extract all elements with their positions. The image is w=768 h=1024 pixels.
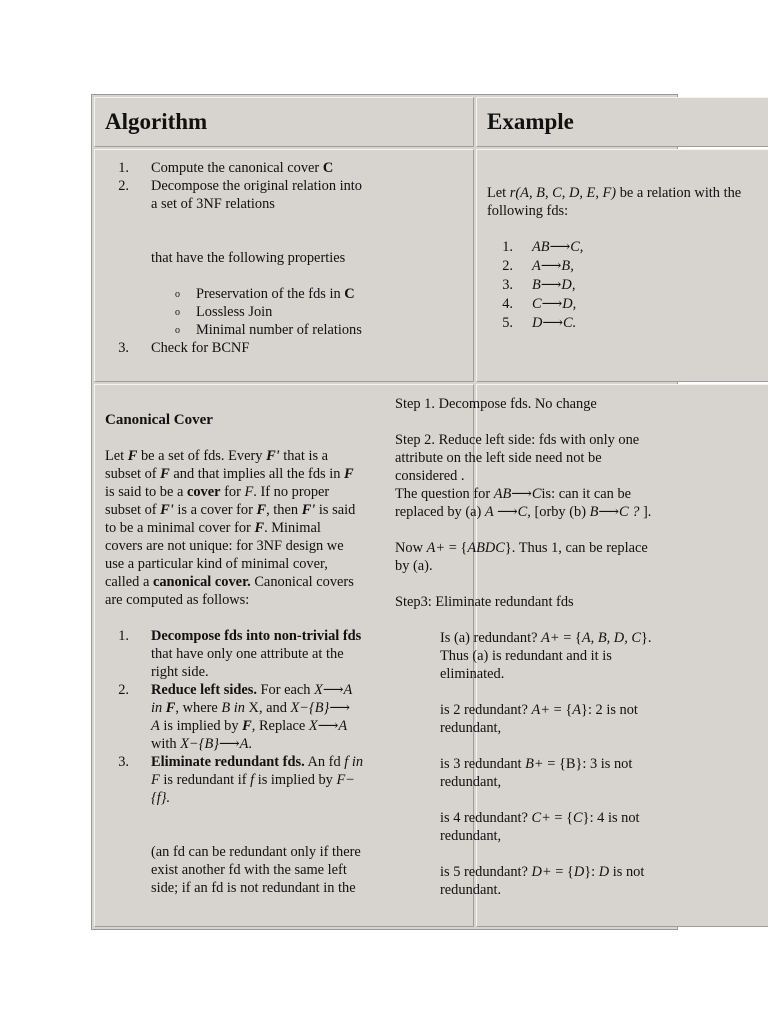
- redundancy-check-cont: eliminated.: [440, 666, 505, 682]
- list-number: 3.: [118, 754, 129, 770]
- algorithm-steps-cell: [94, 149, 474, 382]
- fd-item: B⟶D,: [532, 277, 576, 293]
- example-steps-content: [385, 385, 677, 928]
- redundancy-check-cont: redundant,: [440, 774, 502, 790]
- bullet-icon: o: [175, 289, 180, 300]
- canonical-text-line: is said to be a cover for F. If no proper: [105, 484, 330, 500]
- canonical-text-line: use a particular kind of minimal cover,: [105, 556, 328, 572]
- closure-statement: Now A+ = {ABDC}. Thus 1, can be replace: [395, 540, 648, 556]
- example-step-2: Step 2. Reduce left side: fds with only one: [395, 432, 640, 448]
- redundancy-note: side; if an fd is not redundant in the: [151, 880, 356, 896]
- redundancy-note: exist another fd with the same left: [151, 862, 347, 878]
- algorithm-heading: Algorithm: [105, 109, 208, 134]
- properties-intro: that have the following properties: [151, 250, 346, 266]
- redundancy-check-cont: Thus (a) is redundant and it is: [440, 648, 612, 664]
- canonical-text-line: are computed as follows:: [105, 592, 250, 608]
- canonical-step-3-cont: F is redundant if f is implied by F−: [151, 772, 355, 788]
- canonical-step-2: Reduce left sides. For each X⟶A: [151, 682, 353, 698]
- list-number: 1.: [118, 628, 129, 644]
- fd-item: A⟶B,: [532, 258, 574, 274]
- redundancy-check: is 2 redundant? A+ = {A}: 2 is not: [440, 702, 638, 718]
- canonical-step-3-cont: {f}.: [151, 790, 171, 806]
- redundancy-check: is 3 redundant B+ = {B}: 3 is not: [440, 756, 633, 772]
- example-question-cont: replaced by (a) A ⟶C, [orby (b) B⟶C ? ].: [395, 504, 652, 520]
- fd-item: C⟶D,: [532, 296, 577, 312]
- redundancy-check: is 4 redundant? C+ = {C}: 4 is not: [440, 810, 640, 826]
- property-2: Lossless Join: [196, 304, 273, 320]
- redundancy-check: Is (a) redundant? A+ = {A, B, D, C}.: [440, 630, 652, 646]
- canonical-cover-title: Canonical Cover: [105, 412, 213, 428]
- example-header-cell: [476, 97, 768, 147]
- closure-statement-cont: by (a).: [395, 558, 433, 574]
- example-relation-cell: [476, 149, 768, 382]
- list-number: 2.: [118, 682, 129, 698]
- property-1: Preservation of the fds in C: [196, 286, 355, 302]
- example-step-2-cont: considered .: [395, 468, 465, 484]
- example-question: The question for AB⟶Cis: can it can be: [395, 486, 632, 502]
- example-step-1: Step 1. Decompose fds. No change: [395, 396, 597, 412]
- canonical-text-line: subset of F and that implies all the fds in F: [105, 466, 354, 482]
- canonical-text-line: subset of F' is a cover for F, then F' is said: [105, 502, 356, 518]
- algorithm-header-cell: [94, 97, 474, 147]
- property-3: Minimal number of relations: [196, 322, 362, 338]
- list-number: 5.: [502, 315, 513, 331]
- fd-item: AB⟶C,: [532, 239, 584, 255]
- canonical-step-2-cont: A is implied by F, Replace X⟶A: [151, 718, 348, 734]
- canonical-text-line: to be a minimal cover for F. Minimal: [105, 520, 321, 536]
- algorithm-step-3: Check for BCNF: [151, 340, 250, 356]
- bullet-icon: o: [175, 325, 180, 336]
- list-number: 3.: [118, 340, 129, 356]
- canonical-step-1-cont: right side.: [151, 664, 209, 680]
- algorithm-step-2: Decompose the original relation into: [151, 178, 363, 194]
- redundancy-check-cont: redundant,: [440, 720, 502, 736]
- list-number: 4.: [502, 296, 513, 312]
- fd-item: D⟶C.: [532, 315, 577, 331]
- example-intro: Let r(A, B, C, D, E, F) be a relation with the: [487, 185, 742, 201]
- canonical-step-2-cont: with X−{B}⟶A.: [151, 736, 253, 752]
- canonical-step-3: Eliminate redundant fds. An fd f in: [151, 754, 364, 770]
- list-number: 1.: [118, 160, 129, 176]
- list-number: 2.: [118, 178, 129, 194]
- list-number: 3.: [502, 277, 513, 293]
- redundancy-check-cont: redundant.: [440, 882, 502, 898]
- canonical-text-line: called a canonical cover. Canonical covers: [105, 574, 354, 590]
- list-number: 1.: [502, 239, 513, 255]
- canonical-step-1: Decompose fds into non-trivial fds: [151, 628, 362, 644]
- algorithm-step-2-cont: a set of 3NF relations: [151, 196, 275, 212]
- list-number: 2.: [502, 258, 513, 274]
- canonical-step-1-cont: that have only one attribute at the: [151, 646, 344, 662]
- algorithm-step-1: Compute the canonical cover C: [151, 160, 334, 176]
- redundancy-check: is 5 redundant? D+ = {D}: D is not: [440, 864, 645, 880]
- canonical-step-2-cont: in F, where B in X, and X−{B}⟶: [151, 700, 350, 716]
- example-intro-cont: following fds:: [487, 203, 569, 219]
- redundancy-check-cont: redundant,: [440, 828, 502, 844]
- example-heading: Example: [487, 109, 574, 134]
- redundancy-note: (an fd can be redundant only if there: [151, 844, 361, 860]
- bullet-icon: o: [175, 307, 180, 318]
- canonical-text-line: covers are not unique: for 3NF design we: [105, 538, 344, 554]
- example-step-3: Step3: Eliminate redundant fds: [395, 594, 574, 610]
- canonical-text-line: Let F be a set of fds. Every F' that is a: [105, 448, 329, 464]
- example-step-2-cont: attribute on the left side need not be: [395, 450, 602, 466]
